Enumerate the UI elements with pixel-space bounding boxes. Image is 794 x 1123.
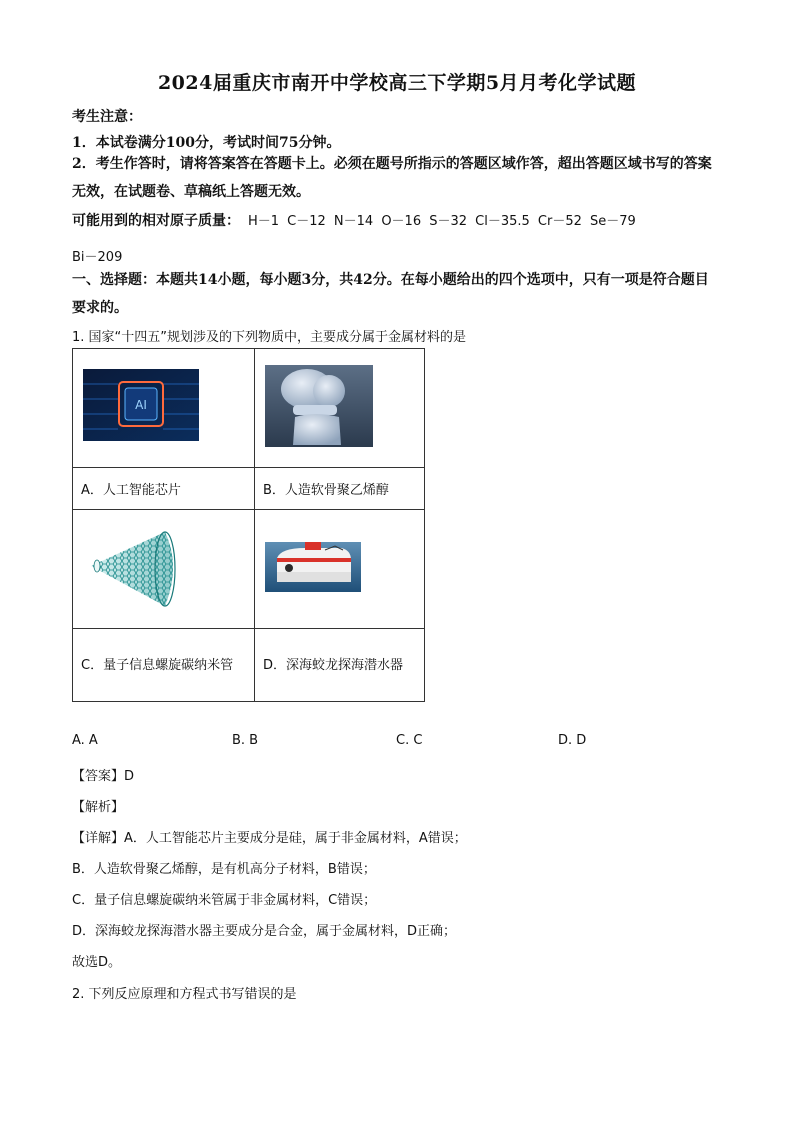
svg-text:AI: AI bbox=[135, 398, 147, 412]
choice-d[interactable]: D. D bbox=[558, 733, 587, 748]
atomic-mass-values: H－1 C－12 N－14 O－16 S－32 Cl－35.5 Cr－52 Se－79 bbox=[248, 214, 636, 229]
carbon-nanotube-image bbox=[73, 510, 246, 624]
analysis-heading: 【解析】 bbox=[72, 800, 125, 815]
detail-line-1: 【详解】A．人工智能芯片主要成分是硅，属于非金属材料，A错误； bbox=[72, 831, 467, 846]
ai-chip-image bbox=[73, 349, 246, 463]
option-a-image-cell bbox=[73, 349, 255, 468]
choice-b[interactable]: B. B bbox=[232, 733, 259, 748]
detail-line-4: D．深海蛟龙探海潜水器主要成分是合金，属于金属材料，D正确； bbox=[72, 924, 457, 939]
q1-options-table bbox=[72, 348, 425, 702]
choice-a[interactable]: A. A bbox=[72, 733, 98, 748]
notice-item-1: 1．本试卷满分100分，考试时间75分钟。 bbox=[72, 135, 341, 151]
atomic-mass-line bbox=[72, 210, 636, 230]
notice-item-2: 2．考生作答时，请将答案答在答题卡上。必须在题号所指示的答题区域作答，超出答题区域书写的答案无效，在试题卷、草稿纸上答题无效。 bbox=[72, 156, 712, 200]
answer: 【答案】D bbox=[72, 769, 135, 784]
q2-stem: 2. 下列反应原理和方程式书写错误的是 bbox=[72, 987, 297, 1002]
option-c-label: C．量子信息螺旋碳纳米管 bbox=[73, 629, 255, 702]
q1-stem: 1. 国家“十四五”规划涉及的下列物质中，主要成分属于金属材料的是 bbox=[72, 330, 467, 345]
choice-c[interactable]: C. C bbox=[396, 733, 423, 748]
option-b-image-cell bbox=[255, 349, 425, 468]
detail-line-3: C．量子信息螺旋碳纳米管属于非金属材料，C错误； bbox=[72, 893, 377, 908]
option-b-label: B．人造软骨聚乙烯醇 bbox=[255, 468, 425, 510]
atomic-mass-values-2: Bi－209 bbox=[72, 250, 123, 265]
artificial-cartilage-image bbox=[255, 349, 416, 463]
option-d-label: D．深海蛟龙探海潜水器 bbox=[255, 629, 425, 702]
detail-line-5: 故选D。 bbox=[72, 955, 122, 970]
page-title: 2024届重庆市南开中学校高三下学期5月月考化学试题 bbox=[157, 72, 637, 94]
notice-heading: 考生注意： bbox=[72, 109, 142, 125]
option-a-label: A．人工智能芯片 bbox=[73, 468, 255, 510]
option-c-image-cell bbox=[73, 510, 255, 629]
detail-line-2: B．人造软骨聚乙烯醇，是有机高分子材料，B错误； bbox=[72, 862, 376, 877]
section-heading: 一、选择题：本题共14小题，每小题3分，共42分。在每小题给出的四个选项中，只有一项是符合题目要求的。 bbox=[72, 272, 709, 316]
option-d-image-cell bbox=[255, 510, 425, 629]
submersible-image bbox=[255, 510, 416, 624]
atomic-mass-label: 可能用到的相对原子质量： bbox=[72, 213, 240, 229]
